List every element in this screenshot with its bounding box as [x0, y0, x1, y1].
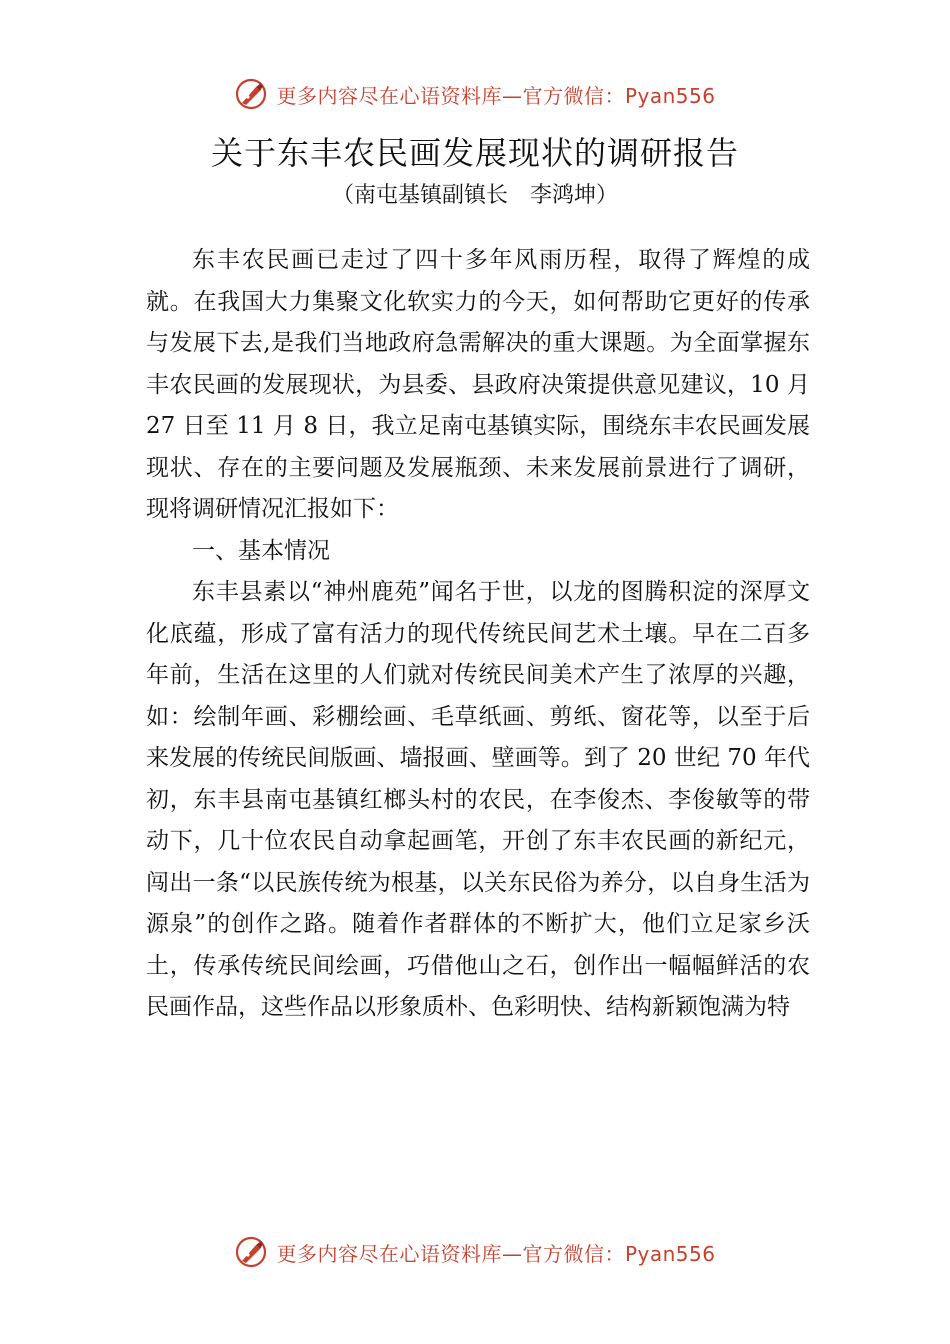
pen-nib-icon: [234, 1235, 268, 1269]
watermark-footer: [0, 1232, 950, 1272]
document-author: （南屯基镇副镇长 李鸿坤）: [331, 183, 618, 208]
watermark-text: 更多内容尽在心语资料库—官方微信：Pyan556: [276, 83, 716, 108]
paragraph-intro: 东丰农民画已走过了四十多年风雨历程，取得了辉煌的成就。在我国大力集聚文化软实力的今天，如何帮助它更好的传承与发展下去,是我们当地政府急需解决的重大课题。为全面掌握东丰农民画的发展现状，为县委、县政府决策提供意见建议，10 月 27 日至 11 月 8 日，我立足南屯基镇实际，围绕东丰农民画发展现状、存在的主要问题及发展瓶颈、未来发展前景进行了调研，现将调研情况汇报如下：: [146, 247, 810, 522]
document-title: 关于东丰农民画发展现状的调研报告: [210, 134, 739, 172]
document-body: [146, 240, 810, 1029]
paragraph-basic-situation: 东丰县素以“神州鹿苑”闻名于世，以龙的图腾积淀的深厚文化底蕴，形成了富有活力的现代传统民间艺术土壤。早在二百多年前，生活在这里的人们就对传统民间美术产生了浓厚的兴趣，如：绘制年画、彩棚绘画、毛草纸画、剪纸、窗花等，以至于后来发展的传统民间版画、墙报画、壁画等。到了 20 世纪 70 年代初，东丰县南屯基镇红榔头村的农民，在李俊杰、李俊敏等的带动下，几十位农民自动拿起画笔，开创了东丰农民画的新纪元，闯出一条“以民族传统为根基，以关东民俗为养分，以自身生活为源泉”的创作之路。随着作者群体的不断扩大，他们立足家乡沃土，传承传统民间绘画，巧借他山之石，创作出一幅幅鲜活的农民画作品，这些作品以形象质朴、色彩明快、结构新颖饱满为特: [146, 579, 810, 1020]
section-heading-basic-situation: 一、基本情况: [192, 537, 330, 564]
watermark-text: 更多内容尽在心语资料库—官方微信：Pyan556: [276, 1241, 716, 1266]
watermark-header: [0, 74, 950, 114]
pen-nib-icon: [234, 77, 268, 111]
